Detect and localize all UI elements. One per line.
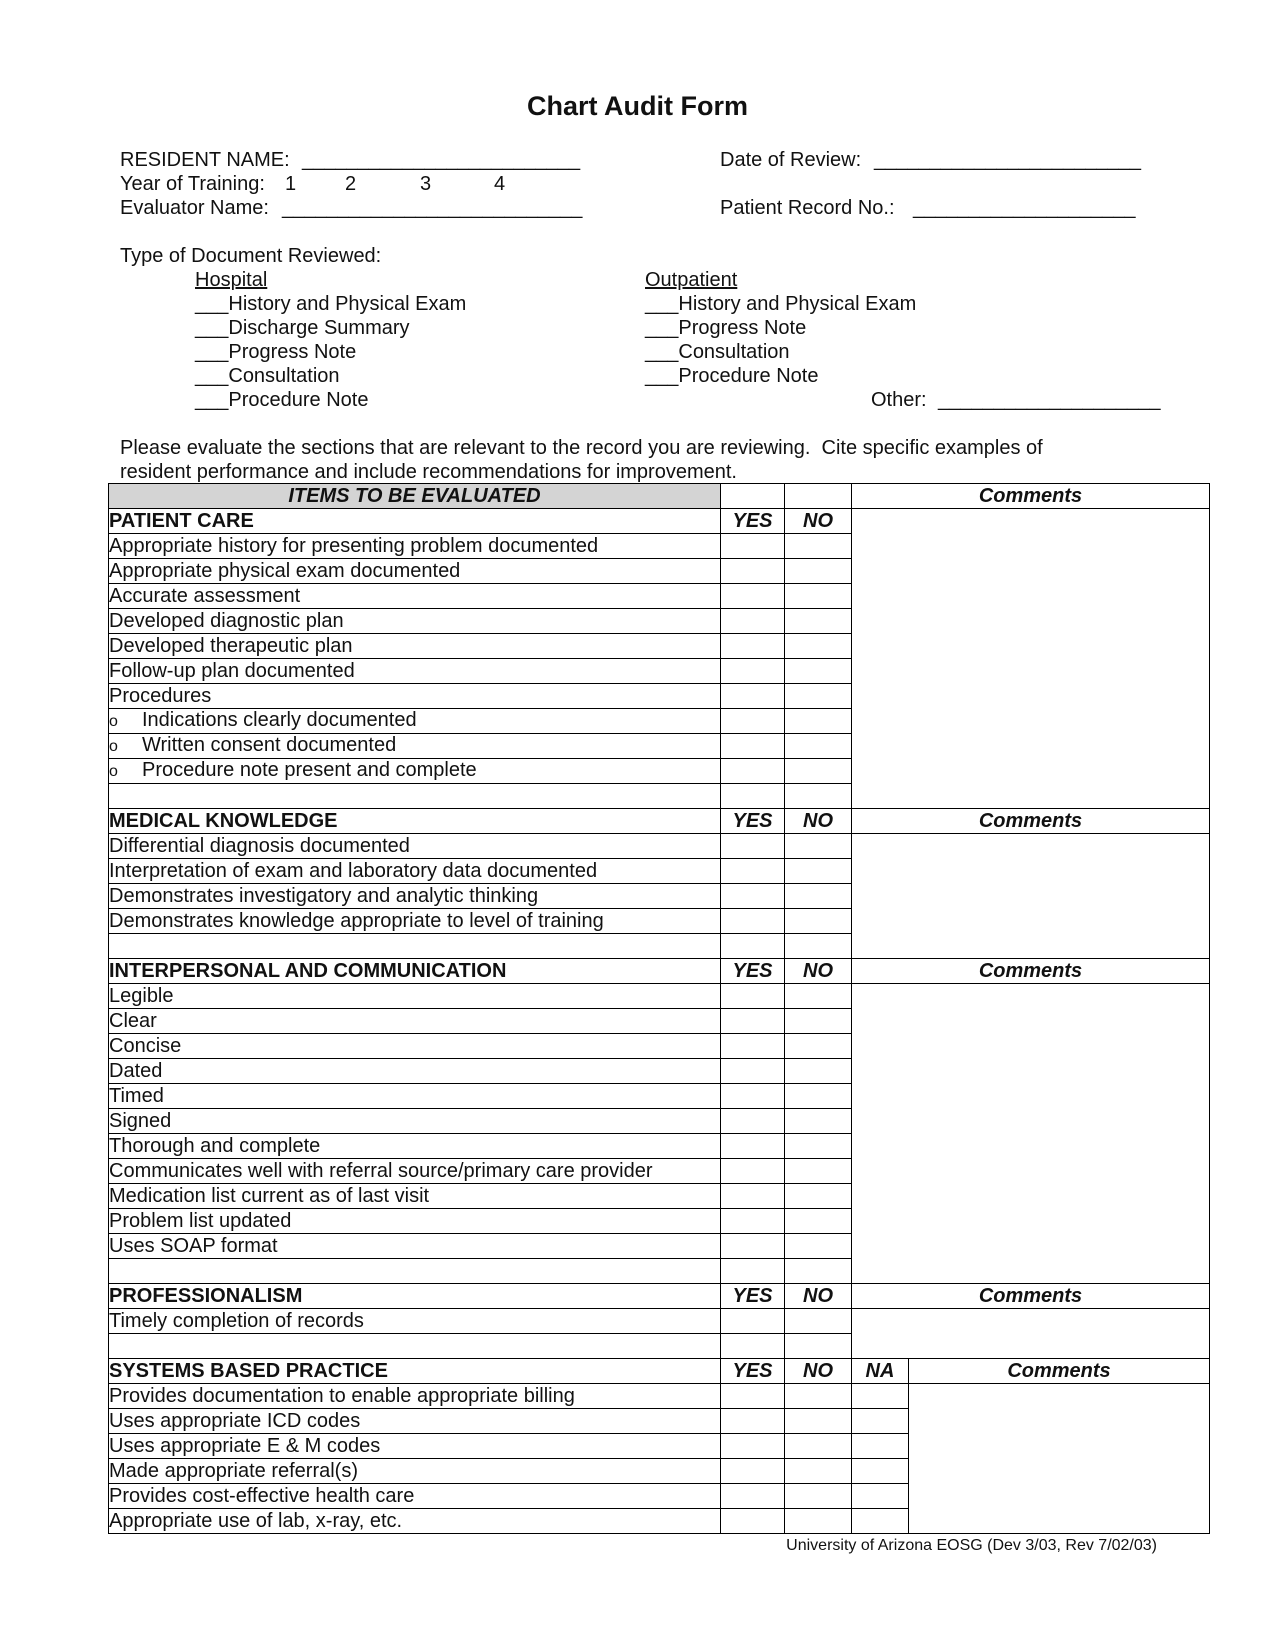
yes-cell[interactable] [721, 1059, 785, 1084]
item-label: Thorough and complete [109, 1134, 721, 1159]
yes-cell[interactable] [721, 1234, 785, 1259]
yes-header: YES [721, 1284, 785, 1309]
no-cell[interactable] [785, 1409, 852, 1434]
evaluator-name-label: Evaluator Name: [120, 197, 269, 219]
no-cell[interactable] [785, 1259, 852, 1284]
yes-cell[interactable] [721, 559, 785, 584]
yes-cell[interactable] [721, 1184, 785, 1209]
item-label: Procedures [109, 684, 721, 709]
no-cell[interactable] [785, 1034, 852, 1059]
section-title-medical-knowledge: MEDICAL KNOWLEDGE [109, 809, 721, 834]
no-cell[interactable] [785, 759, 852, 784]
page-title: Chart Audit Form [527, 91, 748, 121]
table-row [109, 834, 1210, 859]
item-label: Appropriate use of lab, x-ray, etc. [109, 1509, 721, 1534]
items-to-be-evaluated-header: ITEMS TO BE EVALUATED [109, 484, 721, 509]
no-cell[interactable] [785, 884, 852, 909]
na-cell[interactable] [852, 1409, 909, 1434]
na-cell[interactable] [852, 1459, 909, 1484]
item-label: Uses SOAP format [109, 1234, 721, 1259]
item-label: Uses appropriate E & M codes [109, 1434, 721, 1459]
yes-cell[interactable] [721, 759, 785, 784]
bullet-icon: o [109, 713, 118, 730]
yes-cell[interactable] [721, 659, 785, 684]
yes-cell[interactable] [721, 1459, 785, 1484]
item-label: Communicates well with referral source/primary care provider [109, 1159, 721, 1184]
blank-cell [109, 934, 721, 959]
blank-cell [109, 784, 721, 809]
instructions-line-1: Please evaluate the sections that are relevant to the record you are reviewing. Cite specific examples of [120, 437, 1043, 459]
no-cell[interactable] [785, 659, 852, 684]
item-label: Made appropriate referral(s) [109, 1459, 721, 1484]
no-header: NO [785, 959, 852, 984]
section-title-professionalism: PROFESSIONALISM [109, 1284, 721, 1309]
no-header: NO [785, 1284, 852, 1309]
blank-cell [109, 1259, 721, 1284]
no-cell[interactable] [785, 534, 852, 559]
no-cell[interactable] [785, 709, 852, 734]
section-title-systems-based-practice: SYSTEMS BASED PRACTICE [109, 1359, 721, 1384]
date-of-review-label: Date of Review: [720, 149, 862, 171]
item-label: Dated [109, 1059, 721, 1084]
year-option-4[interactable]: 4 [494, 173, 506, 195]
yes-cell[interactable] [721, 884, 785, 909]
yes-cell[interactable] [721, 1509, 785, 1534]
no-cell[interactable] [785, 834, 852, 859]
item-label: Written consent documented [142, 734, 397, 756]
yes-cell[interactable] [721, 684, 785, 709]
na-cell[interactable] [852, 1434, 909, 1459]
table-header-row [109, 484, 1210, 509]
evaluator-name-field[interactable]: ___________________________ [282, 197, 583, 219]
no-header: NO [785, 509, 852, 534]
section-header-row [109, 959, 1210, 984]
no-cell[interactable] [785, 734, 852, 759]
table-row [109, 1384, 1210, 1409]
yes-cell[interactable] [721, 534, 785, 559]
yes-header: YES [721, 1359, 785, 1384]
item-label: Accurate assessment [109, 584, 721, 609]
no-cell[interactable] [785, 634, 852, 659]
item-label: Appropriate history for presenting problem documented [109, 534, 721, 559]
date-of-review-field[interactable]: ________________________ [874, 149, 1141, 171]
yes-cell[interactable] [721, 1134, 785, 1159]
section-header-row [109, 1359, 1210, 1384]
no-cell[interactable] [785, 684, 852, 709]
no-cell[interactable] [785, 1209, 852, 1234]
no-cell[interactable] [785, 1434, 852, 1459]
item-label: Interpretation of exam and laboratory data documented [109, 859, 721, 884]
item-label: Legible [109, 984, 721, 1009]
no-cell[interactable] [785, 1484, 852, 1509]
na-cell[interactable] [852, 1384, 909, 1409]
item-label: Timely completion of records [109, 1309, 721, 1334]
yes-cell[interactable] [721, 734, 785, 759]
no-cell[interactable] [785, 1084, 852, 1109]
section-header-row [109, 1284, 1210, 1309]
yes-cell[interactable] [721, 1434, 785, 1459]
no-cell[interactable] [785, 984, 852, 1009]
item-label: Provides cost-effective health care [109, 1484, 721, 1509]
item-label: Clear [109, 1009, 721, 1034]
comments-header: Comments [852, 809, 1210, 834]
hospital-option-progress-note[interactable]: ___Progress Note [195, 341, 357, 363]
no-cell[interactable] [785, 584, 852, 609]
hospital-option-procedure-note[interactable]: ___Procedure Note [195, 389, 369, 411]
item-label: Demonstrates investigatory and analytic thinking [109, 884, 721, 909]
outpatient-option-consultation[interactable]: ___Consultation [645, 341, 790, 363]
item-label: Differential diagnosis documented [109, 834, 721, 859]
yes-cell[interactable] [721, 1384, 785, 1409]
item-label: Timed [109, 1084, 721, 1109]
interpersonal-comments-box[interactable] [852, 984, 1210, 1284]
header-blank-cell [721, 484, 785, 509]
yes-cell[interactable] [721, 909, 785, 934]
medical-knowledge-comments-box[interactable] [852, 834, 1210, 959]
systems-comments-box[interactable] [909, 1384, 1210, 1534]
yes-cell[interactable] [721, 1409, 785, 1434]
evaluation-table [108, 483, 1210, 1534]
yes-cell[interactable] [721, 1084, 785, 1109]
item-label: Signed [109, 1109, 721, 1134]
yes-cell[interactable] [721, 1259, 785, 1284]
year-option-2[interactable]: 2 [345, 173, 357, 195]
no-header: NO [785, 1359, 852, 1384]
section-title-interpersonal: INTERPERSONAL AND COMMUNICATION [109, 959, 721, 984]
comments-header: Comments [852, 959, 1210, 984]
yes-cell[interactable] [721, 1009, 785, 1034]
yes-cell[interactable] [721, 1484, 785, 1509]
item-label: Medication list current as of last visit [109, 1184, 721, 1209]
item-label: Uses appropriate ICD codes [109, 1409, 721, 1434]
hospital-option-consultation[interactable]: ___Consultation [195, 365, 340, 387]
no-cell[interactable] [785, 1309, 852, 1334]
item-label: Concise [109, 1034, 721, 1059]
na-cell[interactable] [852, 1509, 909, 1534]
item-label: Provides documentation to enable appropriate billing [109, 1384, 721, 1409]
section-title-patient-care: PATIENT CARE [109, 509, 721, 534]
table-row [109, 1309, 1210, 1334]
no-cell[interactable] [785, 784, 852, 809]
resident-name-field[interactable]: _________________________ [302, 149, 581, 171]
item-label: Problem list updated [109, 1209, 721, 1234]
no-cell[interactable] [785, 559, 852, 584]
yes-cell[interactable] [721, 784, 785, 809]
section-header-row [109, 809, 1210, 834]
na-header: NA [852, 1359, 909, 1384]
professionalism-comments-box[interactable] [852, 1309, 1210, 1359]
no-cell[interactable] [785, 1184, 852, 1209]
item-label: Demonstrates knowledge appropriate to level of training [109, 909, 721, 934]
hospital-heading: Hospital [195, 269, 268, 291]
yes-cell[interactable] [721, 834, 785, 859]
header-blank-cell [785, 484, 852, 509]
no-cell[interactable] [785, 1234, 852, 1259]
outpatient-option-procedure-note[interactable]: ___Procedure Note [645, 365, 819, 387]
item-label: Indications clearly documented [142, 709, 417, 731]
no-cell[interactable] [785, 934, 852, 959]
yes-cell[interactable] [721, 1034, 785, 1059]
year-option-3[interactable]: 3 [420, 173, 432, 195]
other-label: Other: [871, 389, 927, 411]
no-cell[interactable] [785, 1509, 852, 1534]
yes-cell[interactable] [721, 859, 785, 884]
no-header: NO [785, 809, 852, 834]
item-label: Developed diagnostic plan [109, 609, 721, 634]
yes-header: YES [721, 959, 785, 984]
comments-header: Comments [852, 484, 1210, 509]
item-label: Developed therapeutic plan [109, 634, 721, 659]
yes-cell[interactable] [721, 709, 785, 734]
hospital-option-history-physical[interactable]: ___History and Physical Exam [195, 293, 467, 315]
no-cell[interactable] [785, 1159, 852, 1184]
item-label: Follow-up plan documented [109, 659, 721, 684]
yes-cell[interactable] [721, 584, 785, 609]
bullet-icon: o [109, 738, 118, 755]
outpatient-option-history-physical[interactable]: ___History and Physical Exam [645, 293, 917, 315]
comments-header: Comments [909, 1359, 1210, 1384]
no-cell[interactable] [785, 1334, 852, 1359]
patient-care-comments-box[interactable] [852, 509, 1210, 809]
outpatient-option-progress-note[interactable]: ___Progress Note [645, 317, 807, 339]
year-of-training-label: Year of Training: [120, 173, 265, 195]
yes-cell[interactable] [721, 984, 785, 1009]
yes-cell[interactable] [721, 1159, 785, 1184]
yes-cell[interactable] [721, 1334, 785, 1359]
no-cell[interactable] [785, 1109, 852, 1134]
footer-revision-note: University of Arizona EOSG (Dev 3/03, Rev 7/02/03) [786, 1537, 1157, 1554]
no-cell[interactable] [785, 859, 852, 884]
item-label: Appropriate physical exam documented [109, 559, 721, 584]
year-option-1[interactable]: 1 [285, 173, 297, 195]
yes-cell[interactable] [721, 934, 785, 959]
section-header-row [109, 509, 1210, 534]
yes-header: YES [721, 509, 785, 534]
table-row [109, 984, 1210, 1009]
no-cell[interactable] [785, 909, 852, 934]
document-type-label: Type of Document Reviewed: [120, 245, 382, 267]
item-label: Procedure note present and complete [142, 759, 477, 781]
no-cell[interactable] [785, 1059, 852, 1084]
instructions-line-2: resident performance and include recommendations for improvement. [120, 461, 737, 483]
hospital-option-discharge-summary[interactable]: ___Discharge Summary [195, 317, 410, 339]
other-field[interactable]: ____________________ [938, 389, 1161, 411]
no-cell[interactable] [785, 1134, 852, 1159]
no-cell[interactable] [785, 1459, 852, 1484]
patient-record-field[interactable]: ____________________ [913, 197, 1136, 219]
outpatient-heading: Outpatient [645, 269, 738, 291]
yes-cell[interactable] [721, 1109, 785, 1134]
bullet-icon: o [109, 763, 118, 780]
no-cell[interactable] [785, 1384, 852, 1409]
na-cell[interactable] [852, 1484, 909, 1509]
comments-header: Comments [852, 1284, 1210, 1309]
yes-cell[interactable] [721, 634, 785, 659]
yes-cell[interactable] [721, 609, 785, 634]
no-cell[interactable] [785, 609, 852, 634]
yes-cell[interactable] [721, 1309, 785, 1334]
resident-name-label: RESIDENT NAME: [120, 149, 290, 171]
yes-cell[interactable] [721, 1209, 785, 1234]
patient-record-label: Patient Record No.: [720, 197, 895, 219]
yes-header: YES [721, 809, 785, 834]
no-cell[interactable] [785, 1009, 852, 1034]
blank-cell [109, 1334, 721, 1359]
